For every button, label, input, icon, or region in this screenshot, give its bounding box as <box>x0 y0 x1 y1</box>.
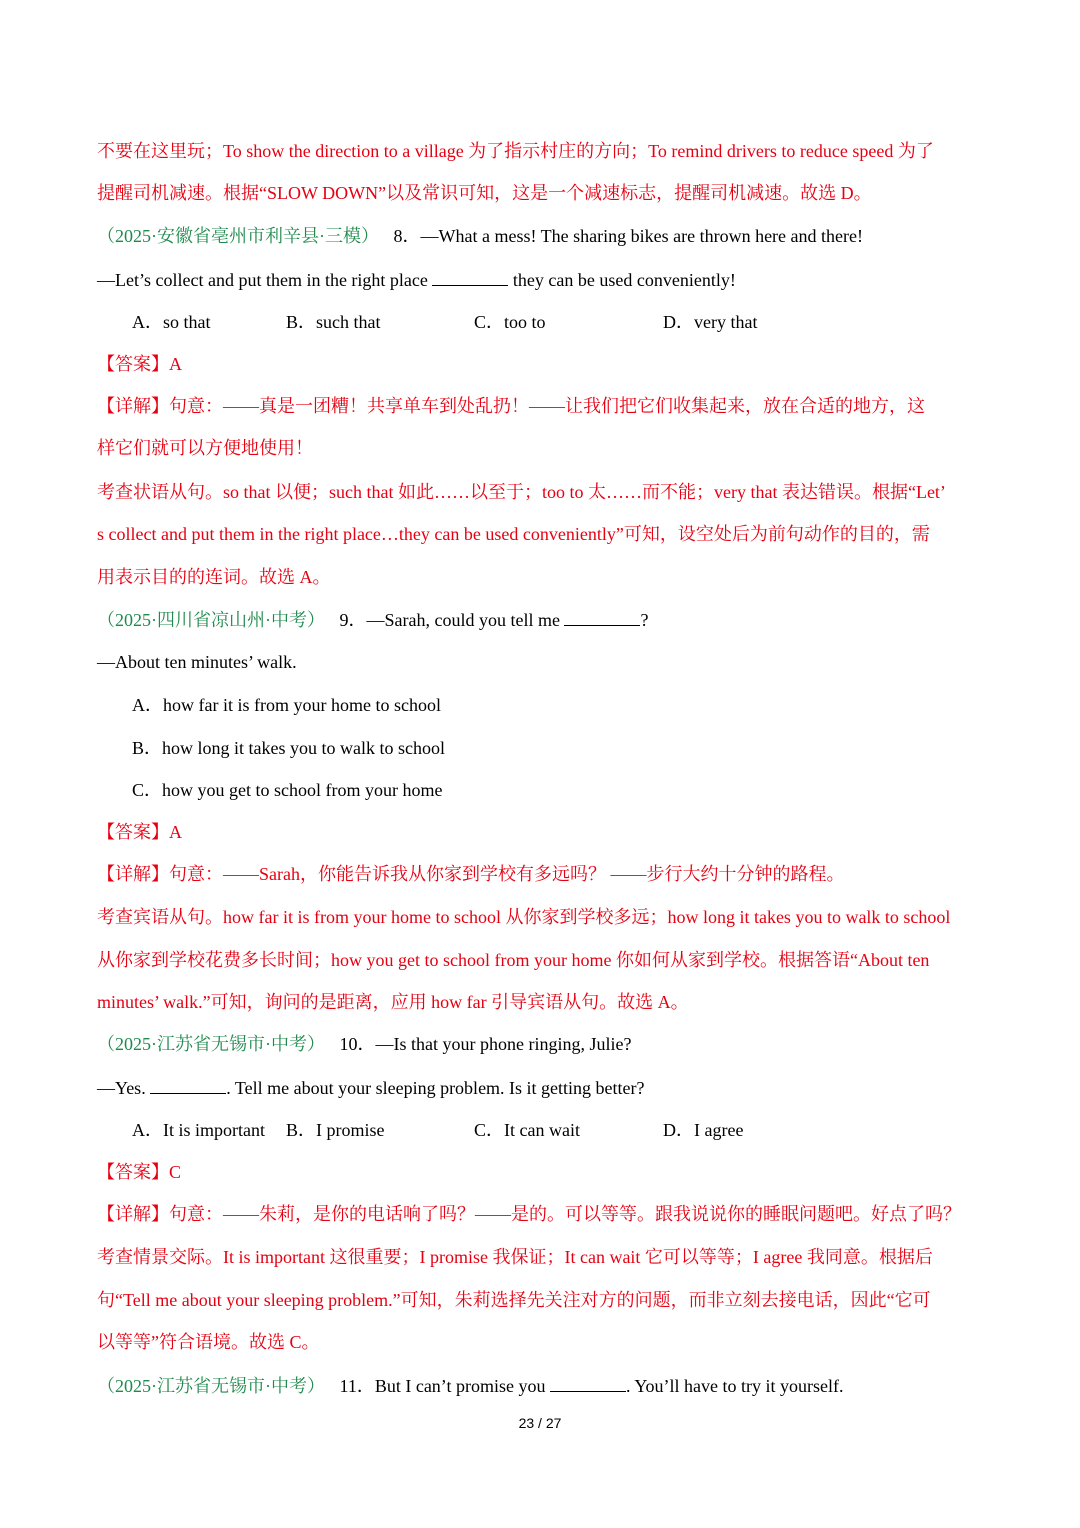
question-8-line2-text: —Let’s collect and put them in the right place <box>97 270 433 290</box>
question-9-option-c: C．how you get to school from your home <box>132 780 443 800</box>
question-8-answer: 【答案】A <box>97 354 182 374</box>
question-8-stem <box>97 224 863 248</box>
question-8-detail: s collect and put them in the right place…they can be used conveniently”可知，设空处后为前句动作的目的，需 <box>97 524 930 544</box>
question-8-detail: 【详解】句意：——真是一团糟！共享单车到处乱扔！——让我们把它们收集起来，放在合适的地方，这 <box>97 396 925 416</box>
question-8-detail: 样它们就可以方便地使用！ <box>97 438 313 458</box>
question-10-line2-text: . Tell me about your sleeping problem. Is it getting better? <box>226 1078 645 1098</box>
question-10-answer: 【答案】C <box>97 1162 182 1182</box>
question-9-answer: 【答案】A <box>97 822 182 842</box>
question-8-line2-text: they can be used conveniently! <box>508 270 736 290</box>
question-9-detail: minutes’ walk.”可知，询问的是距离，应用 how far 引导宾语从句。故选 A。 <box>97 992 689 1012</box>
answer-blank <box>150 1075 226 1094</box>
question-10-detail: 【详解】句意：——朱莉，是你的电话响了吗？——是的。可以等等。跟我说说你的睡眠问题吧。好点了吗？ <box>97 1204 961 1224</box>
question-8-option-c: C．too to <box>474 312 546 332</box>
question-9-option-a: A．how far it is from your home to school <box>132 695 441 715</box>
question-10-option-c: C．It can wait <box>474 1120 580 1140</box>
page-number: 23 / 27 <box>518 1415 562 1431</box>
question-11-text: . You’ll have to try it yourself. <box>625 1376 844 1396</box>
question-8-detail: 考查状语从句。so that 以便；such that 如此……以至于；too to 太……而不能；very that 表达错误。根据“Let’ <box>97 482 946 502</box>
question-10-stem <box>97 1032 631 1056</box>
question-10-detail: 以等等”符合语境。故选 C。 <box>97 1332 320 1352</box>
question-9-text: ? <box>640 610 649 630</box>
answer-blank <box>550 1373 626 1392</box>
question-11-text: 11．But I can’t promise you <box>339 1376 550 1396</box>
question-10-line2 <box>97 1075 645 1099</box>
question-9-detail: 【详解】句意：——Sarah，你能告诉我从你家到学校有多远吗？ ——步行大约十分钟的路程。 <box>97 864 845 884</box>
question-8-detail: 用表示目的的连词。故选 A。 <box>97 567 331 587</box>
question-8-option-b: B．such that <box>286 312 381 332</box>
question-11-source: （2025·江苏省无锡市·中考） <box>97 1376 325 1396</box>
explanation-line: 提醒司机减速。根据“SLOW DOWN”以及常识可知，这是一个减速标志，提醒司机减速。故选 D。 <box>97 183 872 203</box>
question-9-detail: 考查宾语从句。how far it is from your home to school 从你家到学校多远；how long it takes you to walk to school <box>97 907 951 927</box>
answer-blank <box>432 267 508 286</box>
question-9-line2: —About ten minutes’ walk. <box>97 652 297 672</box>
question-10-text: 10．—Is that your phone ringing, Julie? <box>339 1034 632 1054</box>
question-8-text: 8．—What a mess! The sharing bikes are thrown here and there! <box>393 226 864 246</box>
question-10-detail: 句“Tell me about your sleeping problem.”可知，朱莉选择先关注对方的问题，而非立刻去接电话，因此“它可 <box>97 1290 931 1310</box>
question-8-option-a: A．so that <box>132 312 211 332</box>
question-10-option-d: D．I agree <box>663 1120 744 1140</box>
question-9-text: 9．—Sarah, could you tell me <box>339 610 565 630</box>
question-10-option-a: A．It is important <box>132 1120 265 1140</box>
question-10-source: （2025·江苏省无锡市·中考） <box>97 1034 325 1054</box>
question-10-line2-text: —Yes. <box>97 1078 151 1098</box>
answer-blank <box>564 607 640 626</box>
question-8-option-d: D．very that <box>663 312 758 332</box>
question-8-source: （2025·安徽省亳州市利辛县·三模） <box>97 226 379 246</box>
question-8-line2 <box>97 267 736 291</box>
question-10-option-b: B．I promise <box>286 1120 385 1140</box>
question-9-source: （2025·四川省凉山州·中考） <box>97 610 325 630</box>
question-9-detail: 从你家到学校花费多长时间；how you get to school from your home 你如何从家到学校。根据答语“About ten <box>97 950 930 970</box>
question-11-stem <box>97 1373 843 1397</box>
question-9-stem <box>97 607 648 631</box>
question-9-option-b: B．how long it takes you to walk to school <box>132 738 445 758</box>
explanation-line: 不要在这里玩；To show the direction to a village 为了指示村庄的方向；To remind drivers to reduce speed 为了 <box>97 141 934 161</box>
question-10-detail: 考查情景交际。It is important 这很重要；I promise 我保证；It can wait 它可以等等；I agree 我同意。根据后 <box>97 1247 933 1267</box>
